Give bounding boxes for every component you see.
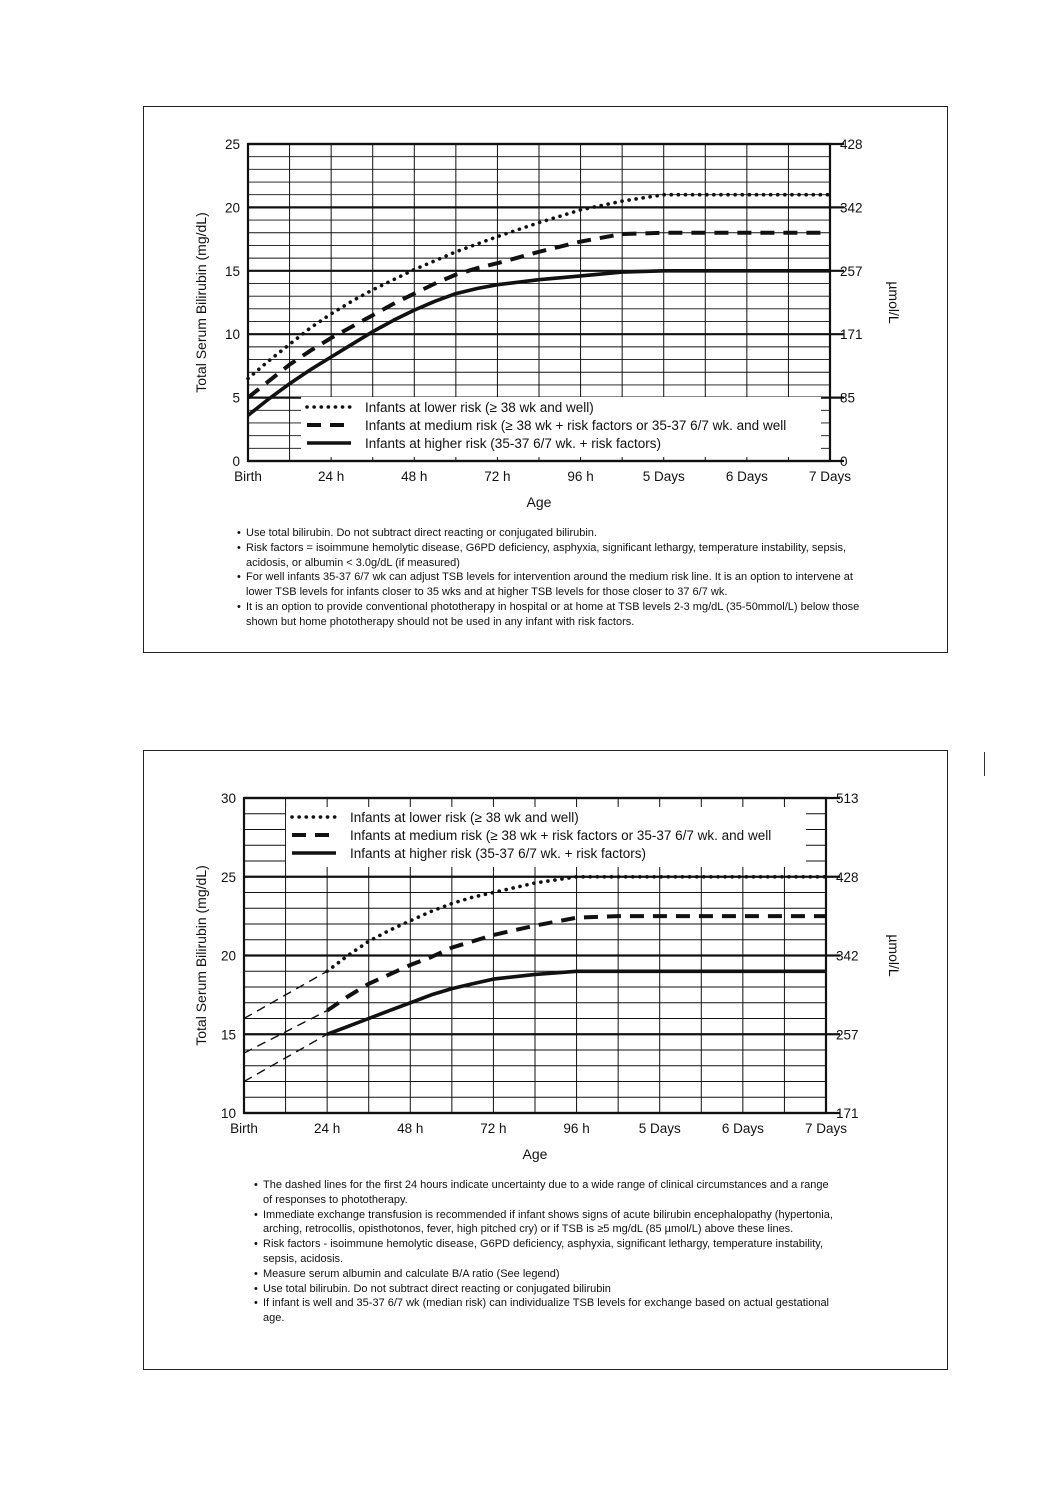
exchange-transfusion-chart-panel [143,750,948,1370]
y-tick-label: 20 [220,948,236,964]
y-tick-label: 10 [220,1106,236,1121]
legend-label: Infants at medium risk (≥ 38 wk + risk factors or 35-37 6/7 wk. and well [365,418,787,433]
y2-tick-label: 257 [840,263,863,279]
note-item: • Use total bilirubin. Do not subtract direct reacting or conjugated bilirubin [254,1282,834,1297]
exchange-notes [254,1178,834,1326]
x-tick-label: 6 Days [725,469,768,484]
y2-tick-label: 342 [840,200,863,216]
note-item: • It is an option to provide conventional phototherapy in hospital or at home at TSB levels 2-3 mg/dL (35-50mmol/L) below those shown but home phototherapy should not be used in any infant with risk factors. [237,600,877,630]
y-tick-label: 5 [232,390,240,406]
y2-tick-label: 428 [840,137,863,152]
x-tick-label: Birth [230,1121,258,1136]
x-tick-label: 48 h [397,1121,424,1136]
margin-change-bar [984,752,985,776]
y-tick-label: 30 [220,791,236,806]
legend-label: Infants at medium risk (≥ 38 wk + risk factors or 35-37 6/7 wk. and well [350,828,772,843]
y-axis-label: Total Serum Bilirubin (mg/dL) [193,865,209,1046]
x-tick-label: 5 Days [638,1121,681,1136]
y2-tick-label: 85 [840,390,856,406]
x-tick-label: Birth [234,469,262,484]
x-axis-label: Age [522,1146,548,1162]
x-tick-label: 5 Days [642,469,685,484]
legend-label: Infants at lower risk (≥ 38 wk and well) [365,400,594,415]
y-tick-label: 25 [224,137,240,152]
note-item: • Measure serum albumin and calculate B/A ratio (See legend) [254,1267,834,1282]
x-tick-label: 24 h [314,1121,341,1136]
y2-tick-label: 171 [840,327,863,343]
legend-label: Infants at higher risk (35-37 6/7 wk. + risk factors) [350,846,646,861]
x-tick-label: 24 h [318,469,345,484]
note-item: • Use total bilirubin. Do not subtract direct reacting or conjugated bilirubin. [237,526,877,541]
note-item: • Risk factors - isoimmune hemolytic disease, G6PD deficiency, asphyxia, significant lethargy, temperature instability, sepsis, acidosis. [254,1237,834,1267]
y-tick-label: 15 [220,1027,236,1043]
x-tick-label: 7 Days [808,469,852,484]
note-item: • If infant is well and 35-37 6/7 wk (median risk) can individualize TSB levels for exchange based on actual gestational age. [254,1296,834,1326]
y-tick-label: 25 [220,869,236,885]
y2-axis-label: µmol/L [886,281,902,324]
y-tick-label: 10 [224,327,240,343]
y-tick-label: 15 [224,263,240,279]
y2-tick-label: 342 [836,948,859,964]
y2-tick-label: 171 [836,1106,859,1121]
x-tick-label: 7 Days [804,1121,848,1136]
x-tick-label: 72 h [484,469,511,484]
note-item: • The dashed lines for the first 24 hours indicate uncertainty due to a wide range of clinical circumstances and a range of responses to phototherapy. [254,1178,834,1208]
x-tick-label: 6 Days [721,1121,764,1136]
y2-tick-label: 513 [836,791,859,806]
y-tick-label: 0 [232,454,240,469]
x-tick-label: 72 h [480,1121,507,1136]
x-tick-label: 48 h [401,469,428,484]
x-tick-label: 96 h [567,469,594,484]
note-item: • Risk factors = isoimmune hemolytic disease, G6PD deficiency, asphyxia, significant lethargy, temperature instability, sepsis, acidosis, or albumin < 3.0g/dL (if measured) [237,541,877,571]
x-axis-label: Age [526,494,552,510]
legend-label: Infants at lower risk (≥ 38 wk and well) [350,810,579,825]
note-item: • Immediate exchange transfusion is recommended if infant shows signs of acute bilirubin encephalopathy (hypertonia, arching, retrocollis, opisthotonos, fever, high pitched cry) or if TSB is ≥5 mg/dL (85 µmol/L) above these lines. [254,1208,834,1238]
x-tick-label: 96 h [563,1121,590,1136]
note-item: • For well infants 35-37 6/7 wk can adjust TSB levels for intervention around the medium risk line. It is an option to intervene at lower TSB levels for infants closer to 35 wks and at higher TSB levels for those closer to 37 6/7 wk. [237,570,877,600]
y-axis-label: Total Serum Bilirubin (mg/dL) [193,212,209,393]
y2-tick-label: 428 [836,869,859,885]
y-tick-label: 20 [224,200,240,216]
legend-label: Infants at higher risk (35-37 6/7 wk. + risk factors) [365,436,661,451]
y2-tick-label: 0 [840,454,848,469]
y2-axis-label: µmol/L [886,934,902,977]
y2-tick-label: 257 [836,1027,859,1043]
phototherapy-chart-panel [143,106,948,653]
phototherapy-notes [237,526,877,630]
